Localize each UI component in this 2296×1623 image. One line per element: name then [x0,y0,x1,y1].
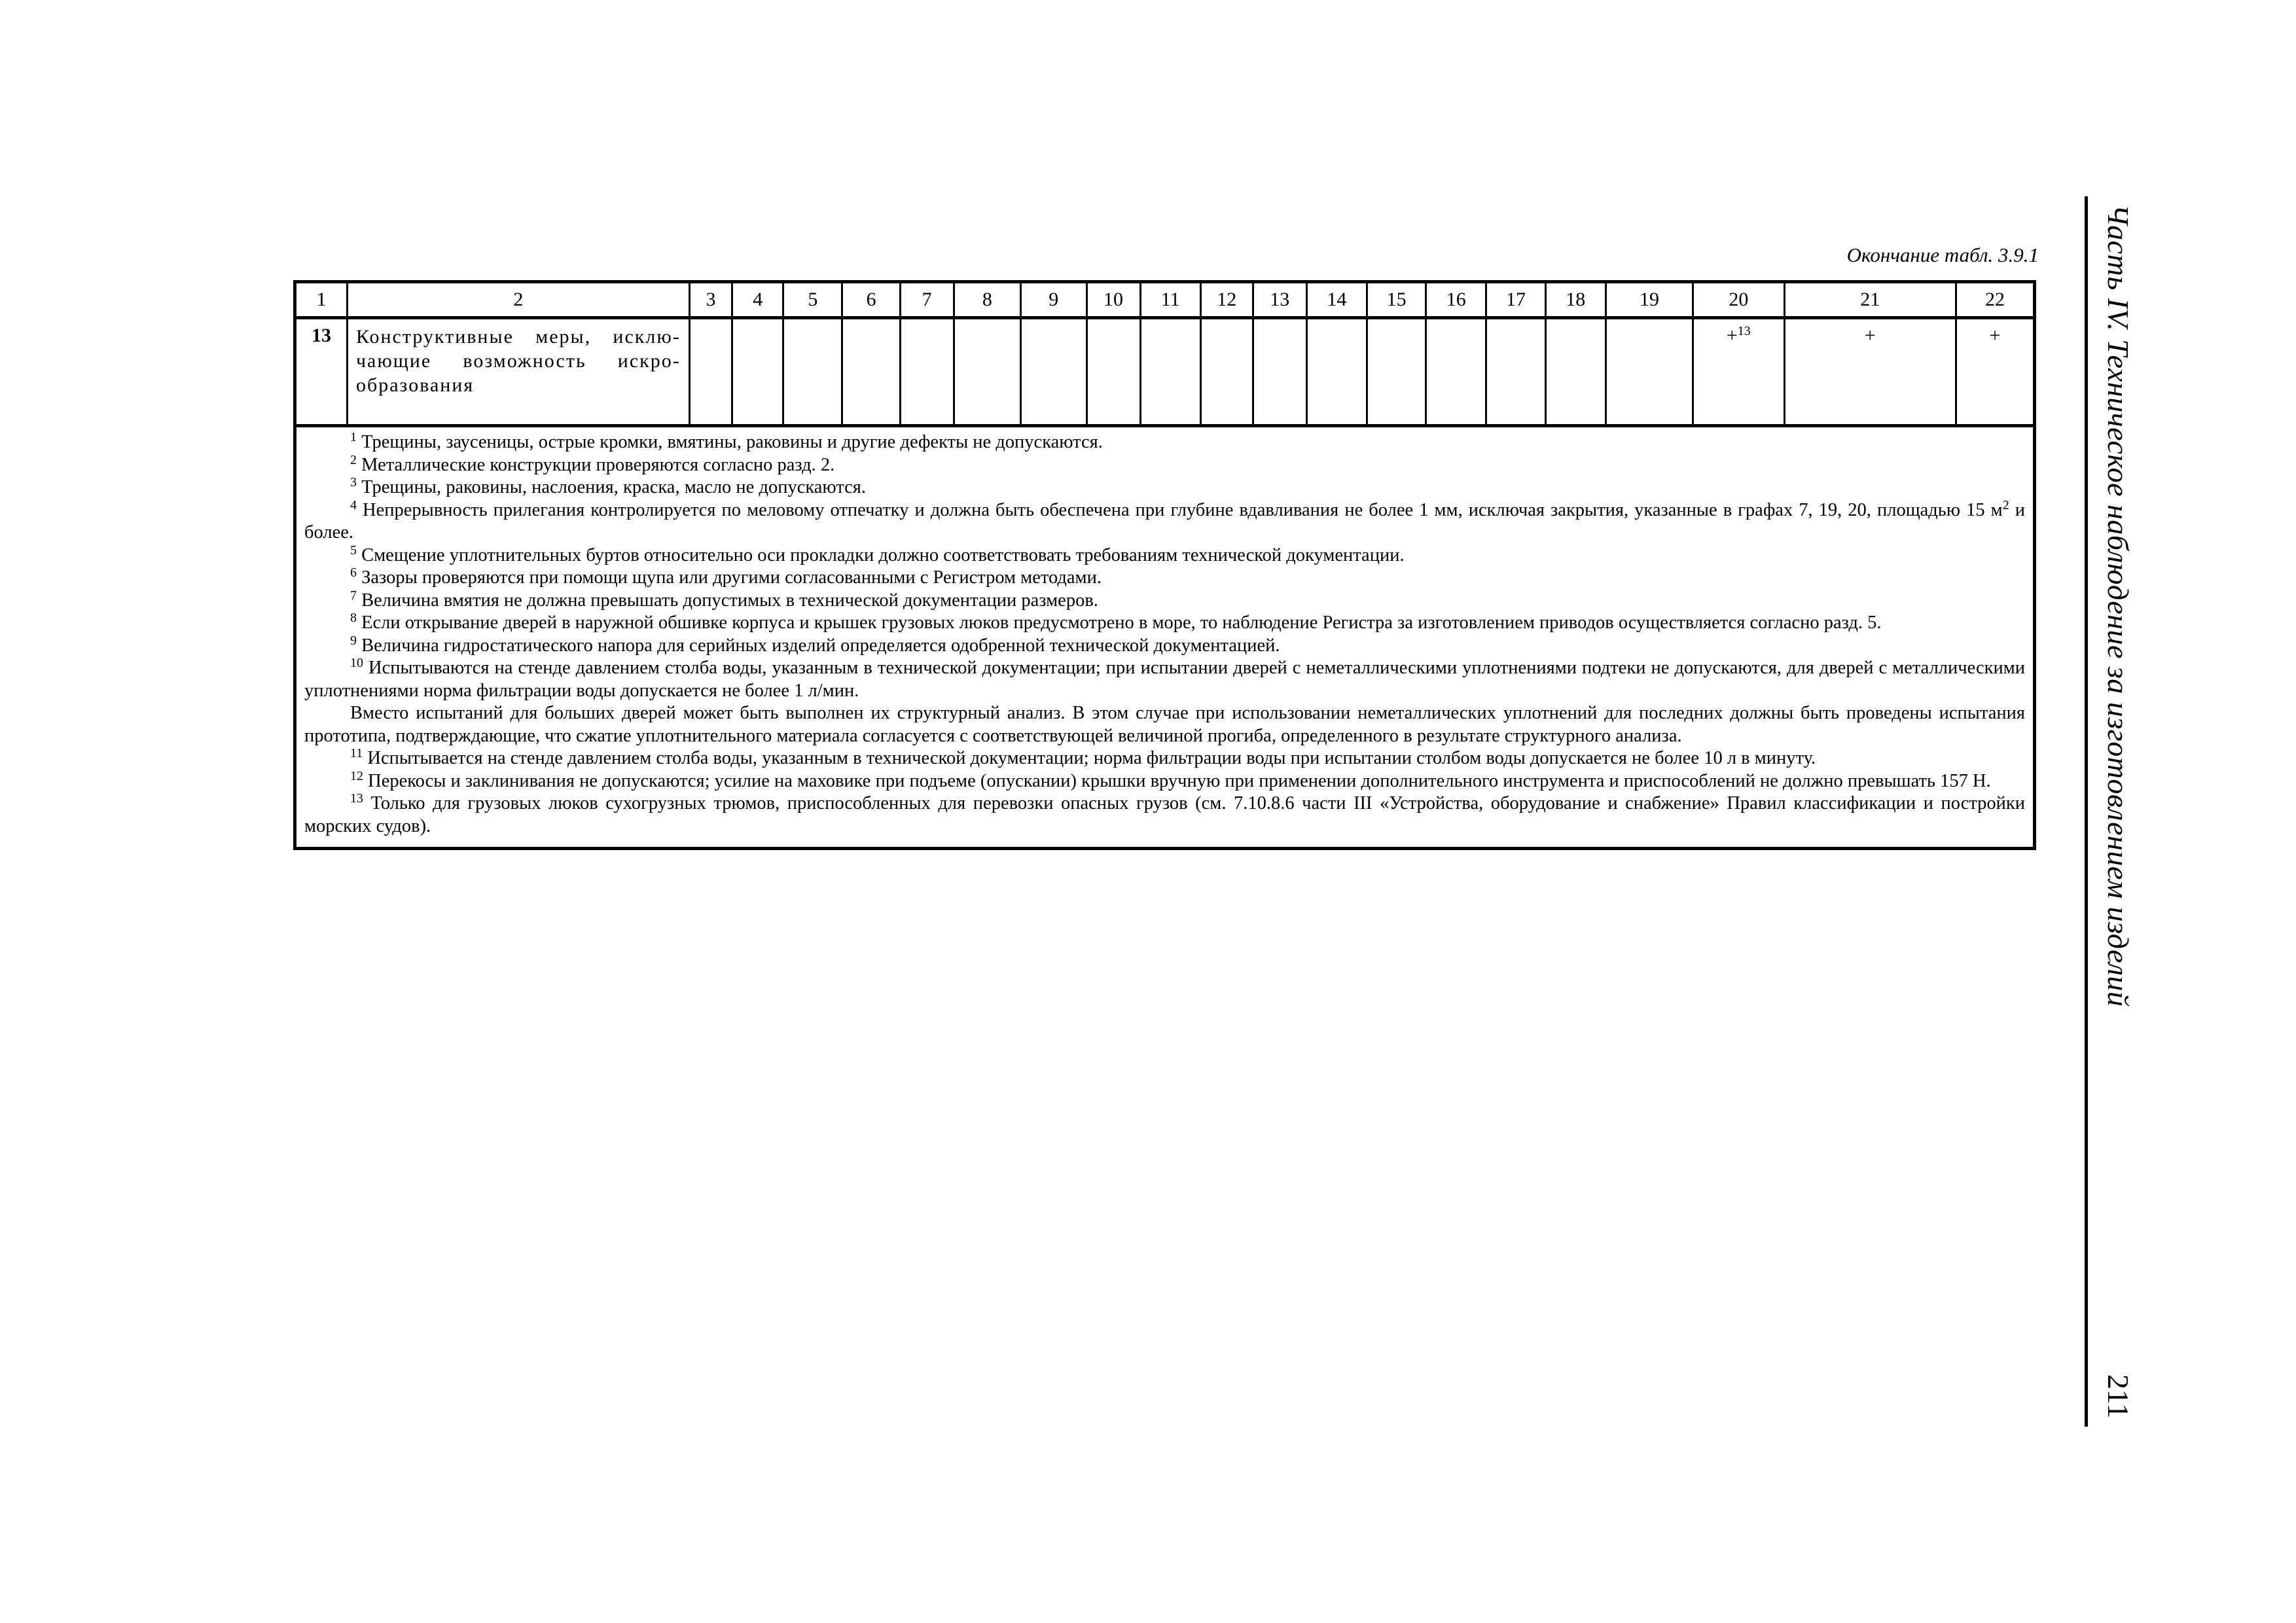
footnote-text: Непрерывность прилегания контролируется по меловому отпечатку и должна быть обеспечена при глубине вдавливания не более 1 мм, исключая закрытия, указанные в графах 7, 19, 20, площадью 15 м [363,499,2003,520]
footnote-marker: 1 [350,430,357,444]
footnote [304,612,2025,635]
footnote-text: Зазоры проверяются при помощи щупа или другими согласованными с Регистром методами. [361,567,1102,588]
table-cell [783,318,842,426]
column-header: 15 [1367,282,1426,318]
column-header: 4 [732,282,783,318]
column-header: 19 [1605,282,1693,318]
footnote [304,454,2025,477]
footnote-text: Трещины, раковины, наслоения, краска, масло не допускаются. [361,477,867,497]
table-cell [1605,318,1693,426]
footnote-marker: 12 [350,768,363,783]
footnote-marker: 3 [350,475,357,490]
footnote [304,702,2025,747]
footnote-marker: 11 [350,746,363,760]
row-description: Конструктивные меры, исклю-чающие возможность искро-образования [347,318,689,426]
plus-mark: + [1864,325,1876,346]
table-cell [1306,318,1367,426]
footnote-text: Испытываются на стенде давлением столба воды, указанным в технической документации; при испытании дверей с неметаллическими уплотнениями подтеки не допускаются, для дверей с металлическими уплотнениями норма фильтрации воды допускается не более 1 л/мин. [304,658,2025,701]
footnote-text: Если открывание дверей в наружной обшивке корпуса и крышек грузовых люков предусмотрено в море, то наблюдение Регистра за изготовлением приводов осуществляется согласно разд. 5. [361,613,1882,633]
footnote-text: Металлические конструкции проверяются согласно разд. 2. [361,454,835,475]
column-header: 12 [1200,282,1253,318]
column-header: 13 [1253,282,1306,318]
footnote [304,657,2025,702]
footnote [304,635,2025,658]
column-header: 11 [1140,282,1200,318]
column-header: 1 [295,282,348,318]
table-cell [1086,318,1140,426]
footnote-marker: 7 [350,588,357,603]
table-cell [842,318,900,426]
table-cell [1426,318,1486,426]
table-cell [1021,318,1086,426]
footnote-text: Вместо испытаний для больших дверей может быть выполнен их структурный анализ. В этом случае при использовании неметаллических уплотнений для последних должны быть проведены испытания прототипа, подтверждающие, что сжатие уплотнительного материала согласуется с соответствующей величиной прогиба, определенного в результате структурного анализа. [304,703,2025,746]
footnote-text: Испытывается на стенде давлением столба воды, указанным в технической документации; норма фильтрации воды при испытании столбом воды допускается не более 10 л в минуту. [367,748,1816,768]
column-header: 14 [1306,282,1367,318]
table-cell-col22 [1956,318,2034,426]
table-cell [1545,318,1605,426]
footnotes [295,426,2035,849]
table-cell [689,318,732,426]
footnote [304,499,2025,544]
footnote-text: Только для грузовых люков сухогрузных трюмов, приспособленных для перевозки опасных грузов (см. 7.10.8.6 части III «Устройства, оборудование и снабжение» Правил классификации и постройки морских судов). [304,793,2025,836]
column-header: 10 [1086,282,1140,318]
column-header: 7 [900,282,954,318]
footnote-text: Трещины, заусеницы, острые кромки, вмятины, раковины и другие дефекты не допускаются. [361,432,1103,452]
table-cell [1486,318,1545,426]
footnote-marker: 10 [350,656,363,670]
column-header: 16 [1426,282,1486,318]
table-cell [1253,318,1306,426]
footnote-marker: 8 [350,611,357,625]
footnote [304,793,2025,838]
table-cell-col21 [1784,318,1956,426]
footnote-marker: 9 [350,633,357,648]
table-cell [1200,318,1253,426]
column-header: 22 [1956,282,2034,318]
column-header: 18 [1545,282,1605,318]
footnote [304,567,2025,590]
footnotes-row [295,426,2035,849]
column-header: 20 [1693,282,1784,318]
footnote-marker: 13 [350,791,363,806]
footnote-marker: 2 [350,452,357,467]
column-header: 2 [347,282,689,318]
footnote [304,770,2025,793]
column-header: 5 [783,282,842,318]
column-header: 21 [1784,282,1956,318]
column-header: 17 [1486,282,1545,318]
footnote [304,747,2025,770]
column-number-row [295,282,2035,318]
table-cell [1367,318,1426,426]
table-continuation-label: Окончание табл. 3.9.1 [1846,243,2039,266]
table-cell-col20 [1693,318,1784,426]
footnote [304,431,2025,454]
footnote [304,544,2025,567]
column-header: 9 [1021,282,1086,318]
footnote-text: Смещение уплотнительных буртов относительно оси прокладки должно соответствовать требованиям технической документации. [361,544,1405,565]
footnote-text: Величина гидростатического напора для серийных изделий определяется одобренной технической документацией. [361,635,1280,656]
footnote-marker: 6 [350,565,357,580]
column-header: 3 [689,282,732,318]
superscript: 2 [2002,497,2009,512]
table-cell [732,318,783,426]
footnote-ref: 13 [1737,324,1751,338]
requirements-table [293,280,2036,850]
footnote [304,476,2025,499]
running-header: Часть IV. Техническое наблюдение за изготовлением изделий [2102,204,2135,1007]
table-cell [954,318,1021,426]
column-header: 8 [954,282,1021,318]
table-cell [1140,318,1200,426]
plus-mark: + [1726,325,1738,346]
footnote-text: и более. [304,499,2025,543]
row-number: 13 [295,318,348,426]
page-number: 211 [2102,1374,2135,1419]
column-header: 6 [842,282,900,318]
table-cell [900,318,954,426]
footnote-text: Величина вмятия не должна превышать допустимых в технической документации размеров. [361,590,1098,611]
table-row [295,318,2035,426]
footnote-marker: 5 [350,543,357,558]
footnote-text: Перекосы и заклинивания не допускаются; усилие на маховике при подъеме (опускании) крышки вручную при применении дополнительного инструмента и приспособлений не должно превышать 157 Н. [368,770,1991,791]
plus-mark: + [1989,325,2001,346]
footnote [304,590,2025,613]
footnote-marker: 4 [350,497,357,512]
